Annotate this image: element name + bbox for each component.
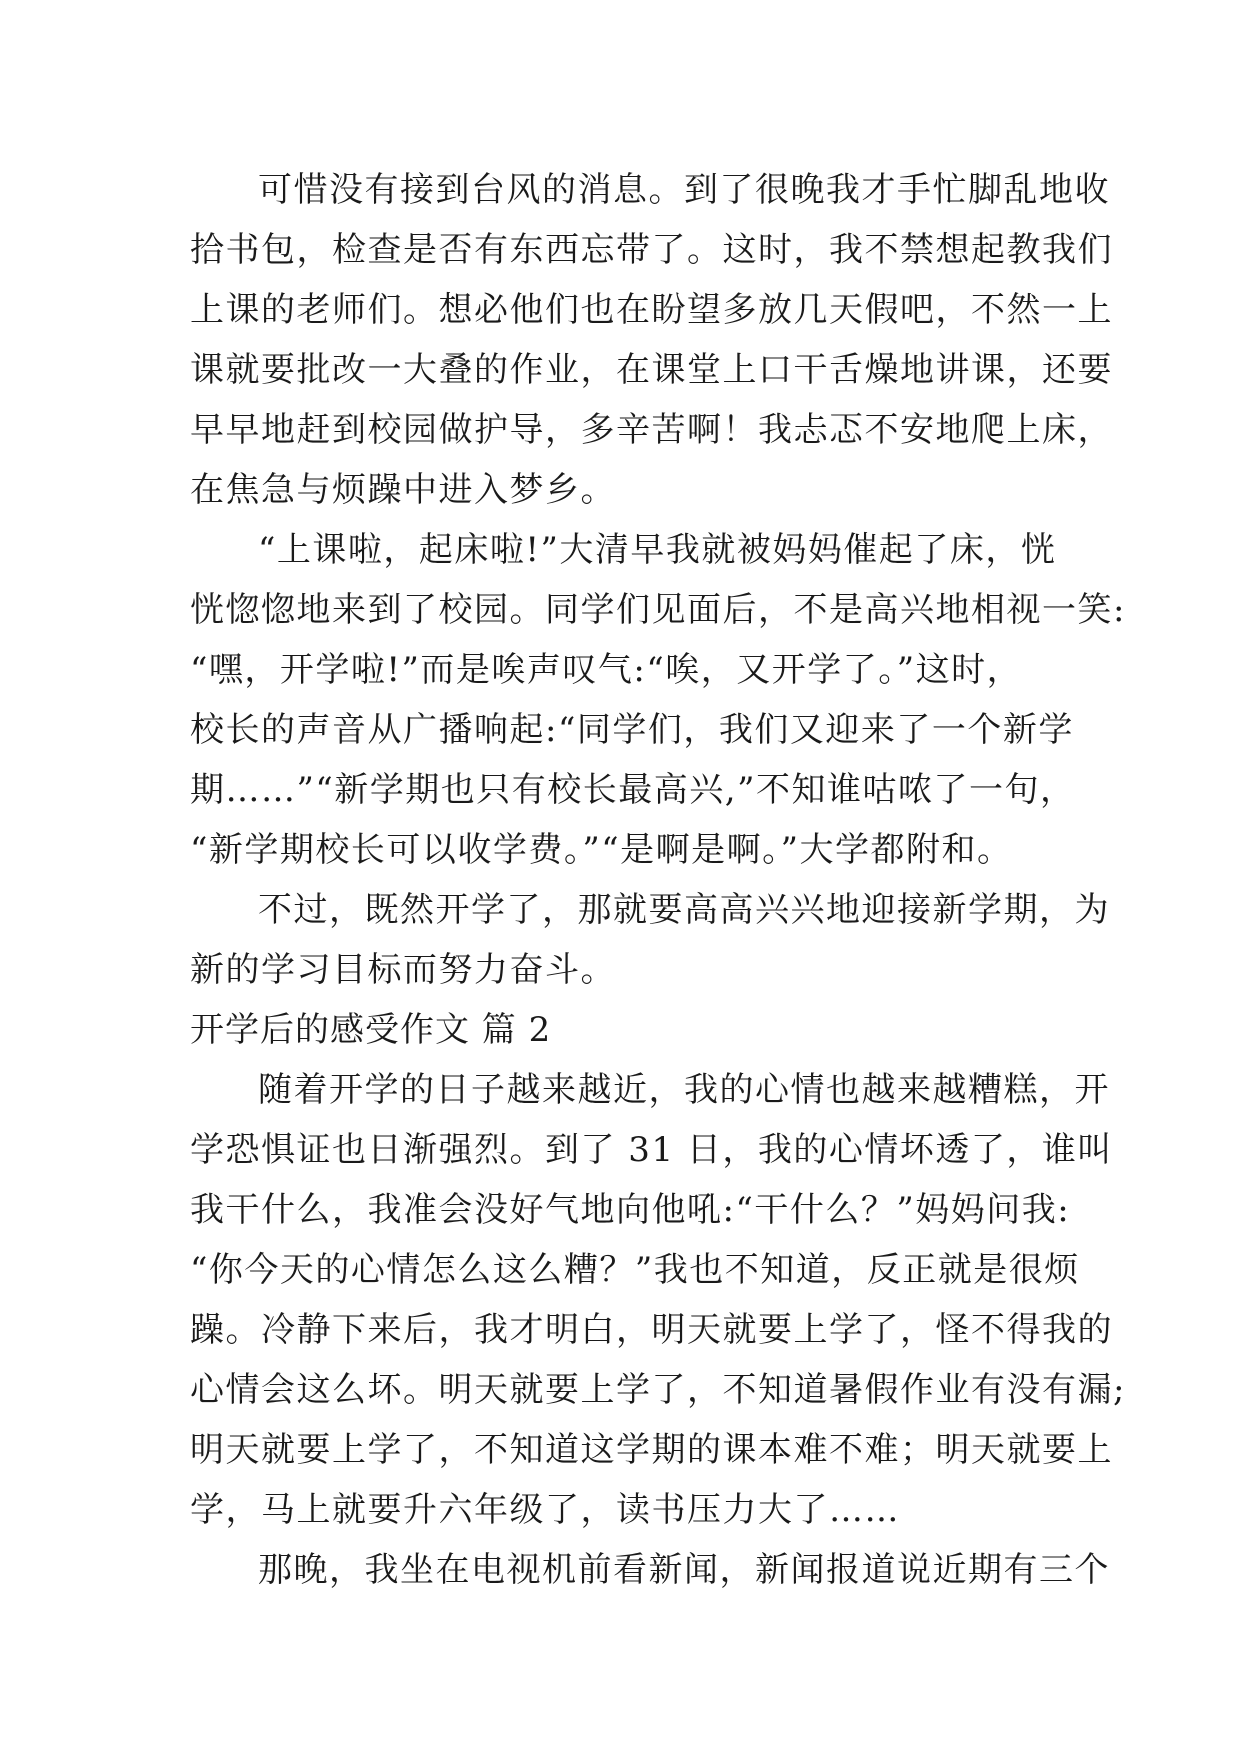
paragraph-line: 那晚，我坐在电视机前看新闻，新闻报道说近期有三个 (258, 1550, 1110, 1590)
section-heading: 开学后的感受作文 篇 2 (190, 1010, 552, 1050)
paragraph-line: 学恐惧证也日渐强烈。到了 31 日，我的心情坏透了，谁叫 (190, 1130, 1113, 1170)
paragraph-line: “上课啦，起床啦!”大清早我就被妈妈催起了床，恍 (258, 530, 1057, 570)
paragraph-line: 随着开学的日子越来越近，我的心情也越来越糟糕，开 (258, 1070, 1110, 1110)
paragraph-line: 躁。冷静下来后，我才明白，明天就要上学了，怪不得我的 (190, 1310, 1113, 1350)
paragraph-line: 新的学习目标而努力奋斗。 (190, 950, 616, 990)
paragraph-line: 早早地赶到校园做护导，多辛苦啊！我忐忑不安地爬上床， (190, 410, 1113, 450)
paragraph-line: 课就要批改一大叠的作业，在课堂上口干舌燥地讲课，还要 (190, 350, 1113, 390)
paragraph-line: 明天就要上学了，不知道这学期的课本难不难；明天就要上 (190, 1430, 1113, 1470)
paragraph-line: 上课的老师们。想必他们也在盼望多放几天假吧，不然一上 (190, 290, 1113, 330)
paragraph-line: 可惜没有接到台风的消息。到了很晚我才手忙脚乱地收 (258, 170, 1110, 210)
paragraph-line: 心情会这么坏。明天就要上学了，不知道暑假作业有没有漏; (190, 1370, 1126, 1410)
document-body (190, 160, 1126, 1600)
paragraph-line: 不过，既然开学了，那就要高高兴兴地迎接新学期，为 (258, 890, 1110, 930)
paragraph-line: 恍惚惚地来到了校园。同学们见面后，不是高兴地相视一笑: (190, 590, 1126, 630)
paragraph-line: 我干什么，我准会没好气地向他吼:“干什么？”妈妈问我: (190, 1190, 1071, 1230)
paragraph-line: 校长的声音从广播响起:“同学们，我们又迎来了一个新学 (190, 710, 1074, 750)
paragraph-line: “嘿，开学啦!”而是唉声叹气:“唉，又开学了。”这时， (190, 650, 1023, 690)
paragraph-line: “你今天的心情怎么这么糟？”我也不知道，反正就是很烦 (190, 1250, 1080, 1290)
paragraph-line: 拾书包，检查是否有东西忘带了。这时，我不禁想起教我们 (190, 230, 1113, 270)
paragraph-line: 在焦急与烦躁中进入梦乡。 (190, 470, 616, 510)
paragraph-line: 期……”“新学期也只有校长最高兴,”不知谁咕哝了一句， (190, 770, 1076, 810)
paragraph-line: “新学期校长可以收学费。”“是啊是啊。”大学都附和。 (190, 830, 1013, 870)
paragraph-line: 学，马上就要升六年级了，读书压力大了…… (190, 1490, 900, 1530)
